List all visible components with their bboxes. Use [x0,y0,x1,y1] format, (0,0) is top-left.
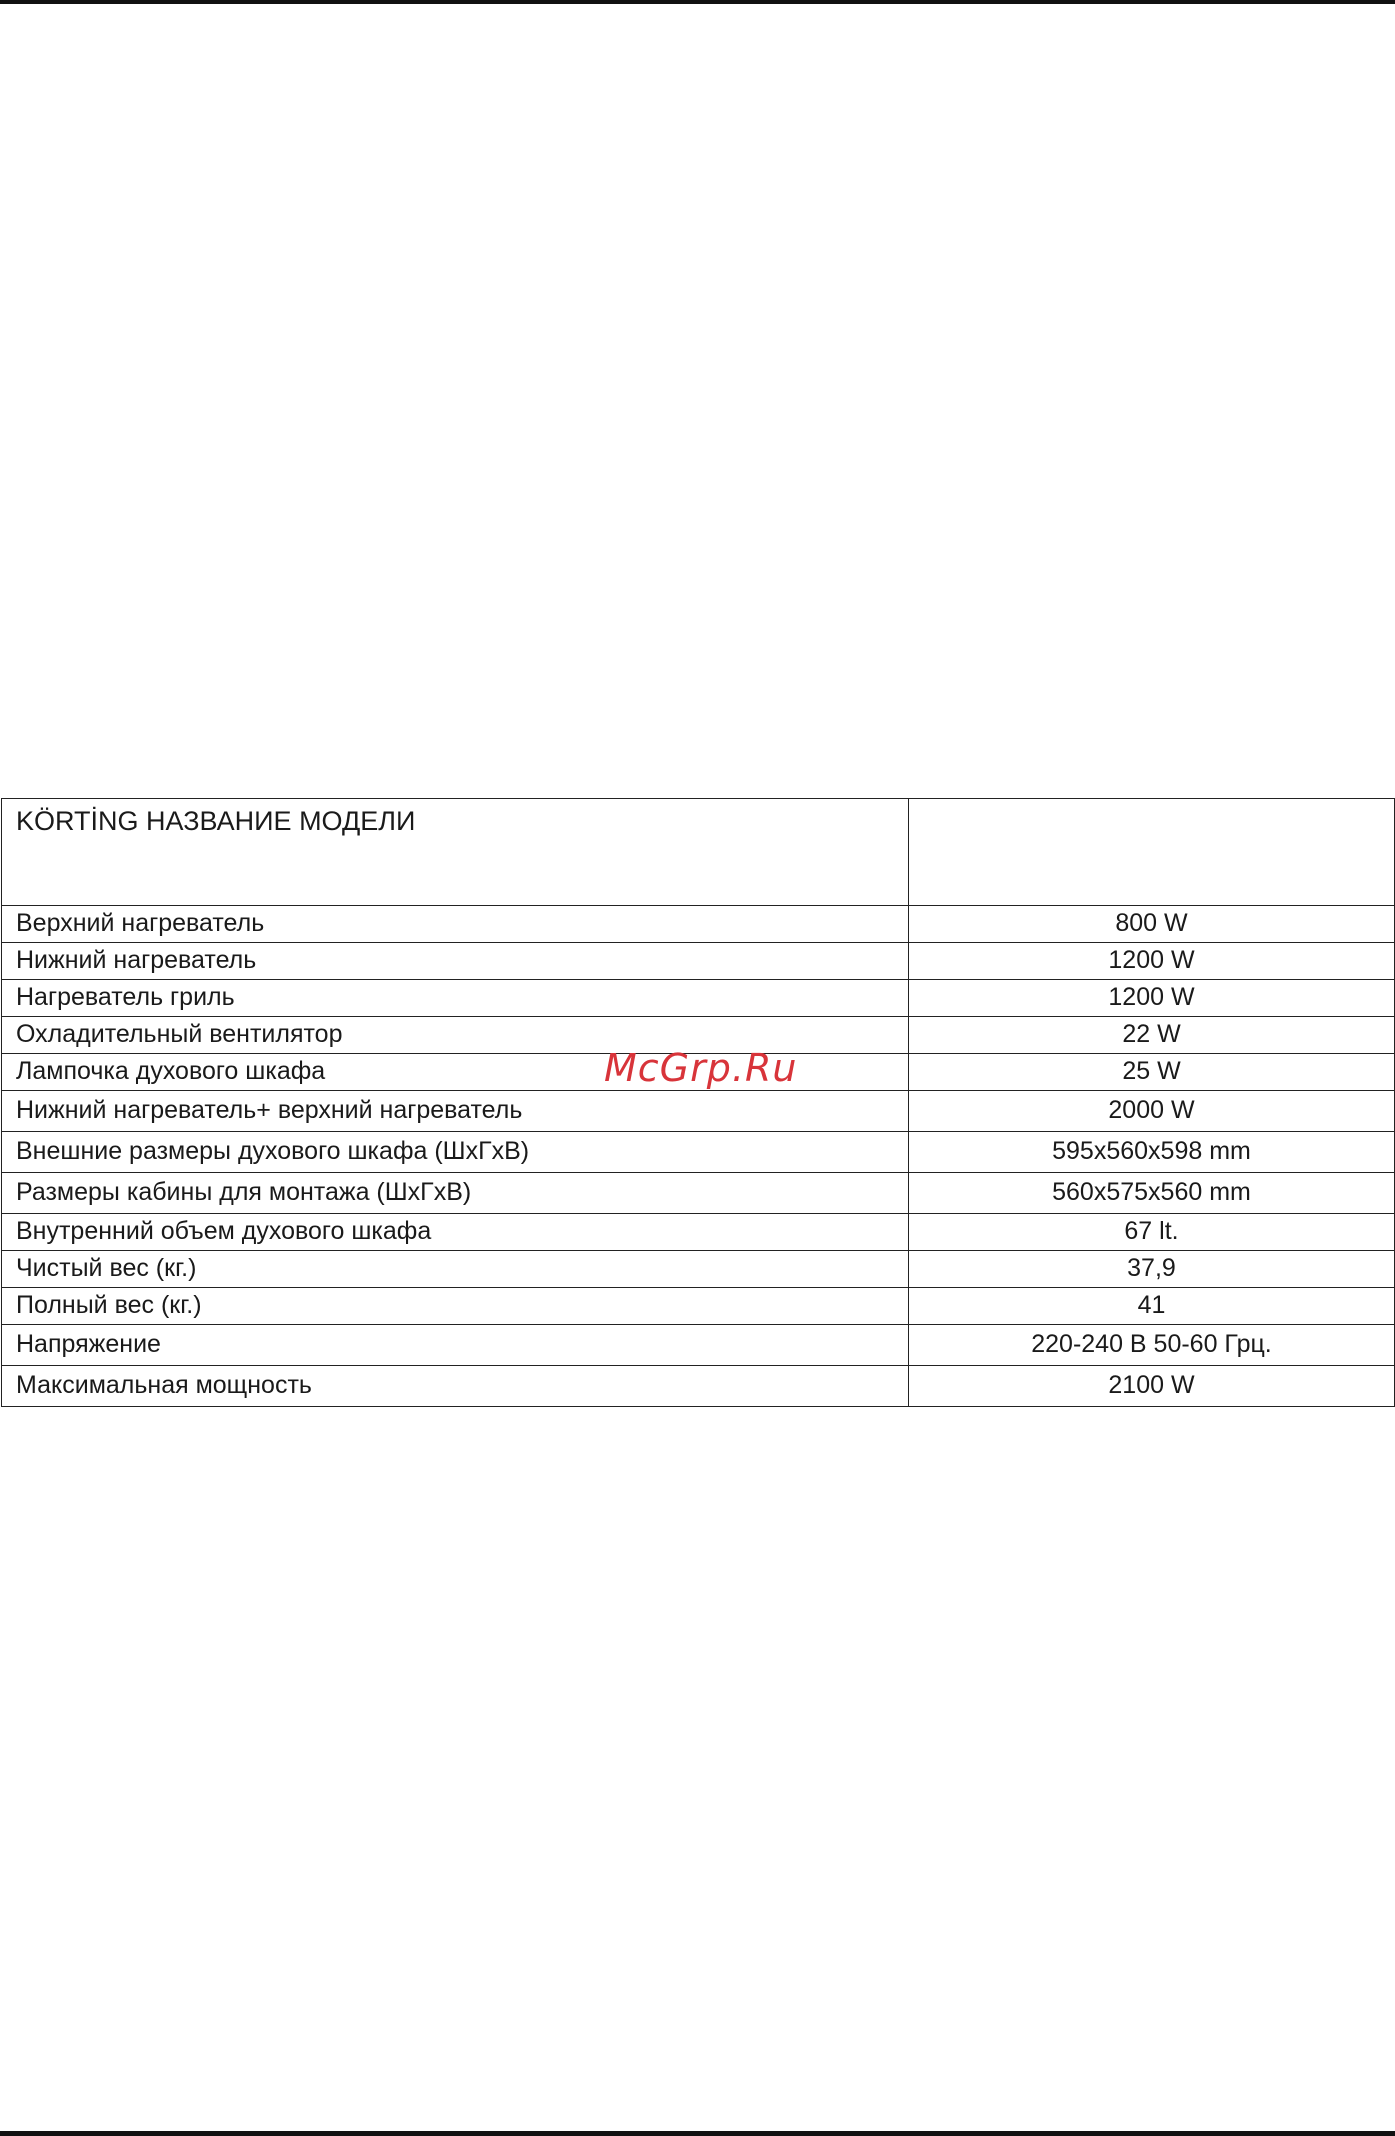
spec-value: 41 [909,1288,1395,1325]
spec-label: Лампочка духового шкафа [2,1054,909,1091]
table-row [2,1325,1395,1366]
spec-value: 220-240 В 50-60 Грц. [909,1325,1395,1366]
table-row [2,1091,1395,1132]
top-rule [0,0,1395,4]
spec-label: Чистый вес (кг.) [2,1251,909,1288]
table-header-row [2,799,1395,906]
watermark: McGrp.Ru [604,1046,798,1090]
spec-label: Полный вес (кг.) [2,1288,909,1325]
spec-value: 595x560x598 mm [909,1132,1395,1173]
table-row [2,1132,1395,1173]
spec-value: 560x575x560 mm [909,1173,1395,1214]
model-name-value [909,799,1395,906]
spec-value: 1200 W [909,943,1395,980]
table-row [2,1251,1395,1288]
spec-label: Напряжение [2,1325,909,1366]
spec-label: Внутренний объем духового шкафа [2,1214,909,1251]
spec-label: Нагреватель гриль [2,980,909,1017]
table-row [2,906,1395,943]
table-row [2,1173,1395,1214]
spec-table [1,798,1395,1407]
spec-label: Охладительный вентилятор [2,1017,909,1054]
spec-label: Размеры кабины для монтажа (ШхГхВ) [2,1173,909,1214]
table-row [2,1214,1395,1251]
spec-label: Нижний нагреватель [2,943,909,980]
spec-value: 37,9 [909,1251,1395,1288]
spec-label: Нижний нагреватель+ верхний нагреватель [2,1091,909,1132]
model-name-label: KÖRTİNG НАЗВАНИЕ МОДЕЛИ [2,799,909,906]
spec-value: 1200 W [909,980,1395,1017]
table-row [2,1366,1395,1407]
spec-label: Внешние размеры духового шкафа (ШхГхВ) [2,1132,909,1173]
table-row [2,1288,1395,1325]
spec-label: Максимальная мощность [2,1366,909,1407]
table-row [2,943,1395,980]
spec-value: 800 W [909,906,1395,943]
spec-value: 22 W [909,1017,1395,1054]
spec-value: 25 W [909,1054,1395,1091]
spec-value: 67 lt. [909,1214,1395,1251]
spec-label: Верхний нагреватель [2,906,909,943]
spec-value: 2000 W [909,1091,1395,1132]
table-row [2,980,1395,1017]
bottom-rule [0,2131,1395,2136]
spec-value: 2100 W [909,1366,1395,1407]
